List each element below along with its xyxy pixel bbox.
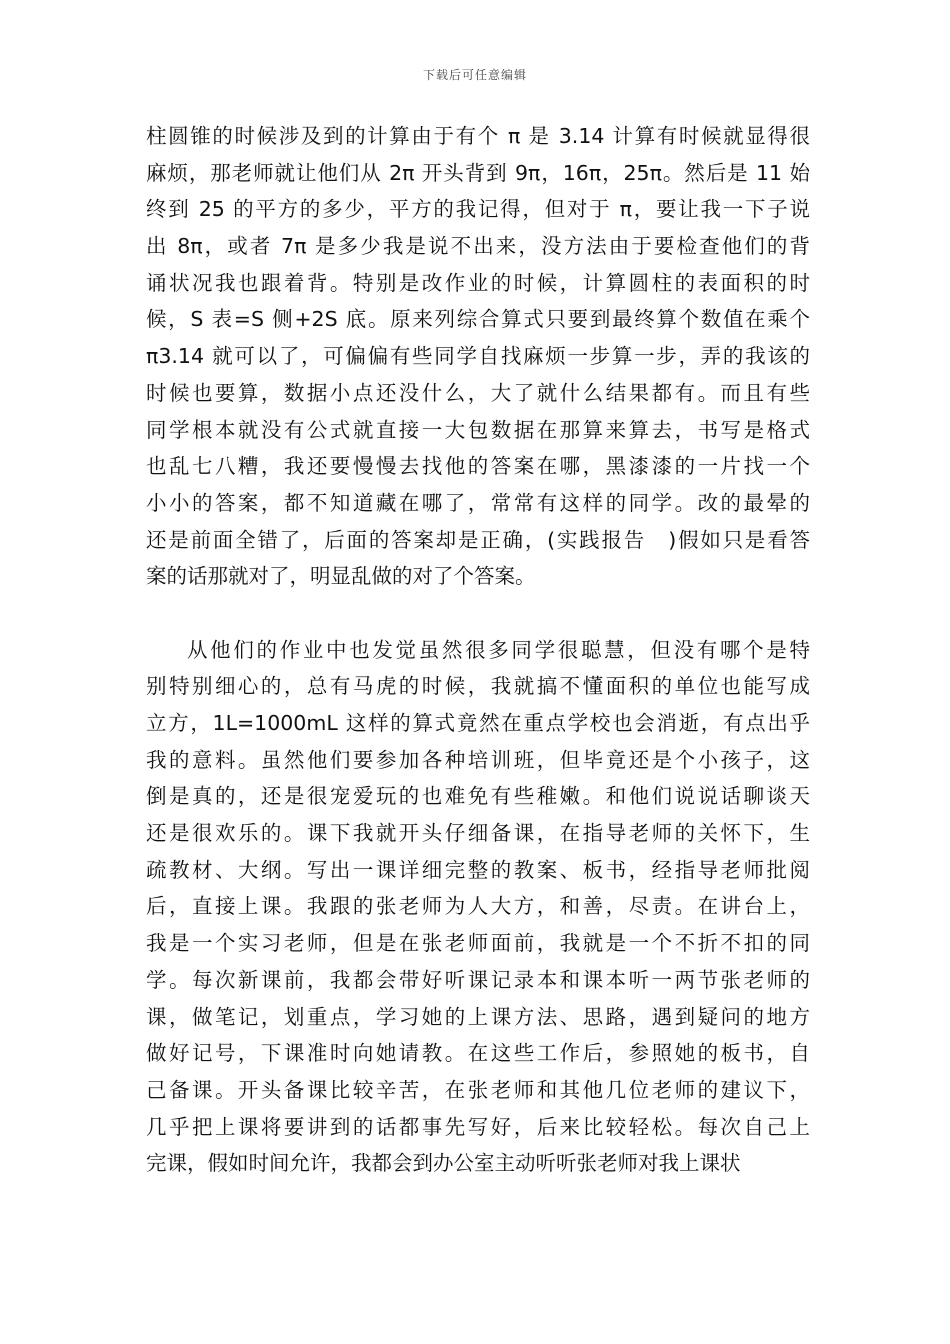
paragraph-line: 案的话那就对了，明显乱做的对了个答案。	[146, 564, 536, 589]
paragraph-line: 做好记号，下课准时向她请教。在这些工作后，参照她的板书，自	[146, 1041, 810, 1066]
paragraph-line: 课，做笔记，划重点，学习她的上课方法、思路，遇到疑问的地方	[146, 1004, 810, 1029]
page-header: 下载后可任意编辑	[422, 68, 527, 82]
paragraph-line: 立方，1L=1000mL 这样的算式竟然在重点学校也会消逝，有点出乎	[146, 711, 810, 735]
paragraph-line: 也乱七八糟，我还要慢慢去找他的答案在哪，黑漆漆的一片找一个	[146, 454, 810, 479]
paragraph-line: 麻烦，那老师就让他们从 2π 开头背到 9π，16π，25π。然后是 11 始	[146, 160, 810, 185]
paragraph-line: 时候也要算，数据小点还没什么，大了就什么结果都有。而且有些	[146, 380, 810, 405]
paragraph-line: 完课，假如时间允许，我都会到办公室主动听听张老师对我上课状	[146, 1151, 741, 1176]
paragraph-line: 我的意料。虽然他们要参加各种培训班，但毕竟还是个小孩子，这	[146, 747, 810, 772]
paragraph-line: 倒是真的，还是很宠爱玩的也难免有些稚嫩。和他们说说话聊谈天	[146, 784, 810, 809]
paragraph-line: 从他们的作业中也发觉虽然很多同学很聪慧，但没有哪个是特	[187, 637, 810, 662]
paragraph-line: 诵状况我也跟着背。特别是改作业的时候，计算圆柱的表面积的时	[146, 270, 810, 295]
paragraph-line: 出 8π，或者 7π 是多少我是说不出来，没方法由于要检查他们的背	[146, 234, 810, 259]
paragraph-line: π3.14 就可以了，可偏偏有些同学自找麻烦一步算一步，弄的我该的	[146, 344, 810, 369]
paragraph-gap	[146, 595, 810, 632]
paragraph-line: 小小的答案，都不知道藏在哪了，常常有这样的同学。改的最晕的	[146, 490, 810, 515]
paragraph-line: 我是一个实习老师，但是在张老师面前，我就是一个不折不扣的同	[146, 931, 810, 956]
paragraph	[146, 632, 810, 1182]
paragraph-line: 还是很欢乐的。课下我就开头仔细备课，在指导老师的关怀下，生	[146, 821, 810, 846]
paragraph-line: 柱圆锥的时候涉及到的计算由于有个 π 是 3.14 计算有时候就显得很	[146, 124, 810, 148]
paragraph-line: 己备课。开头备课比较辛苦，在张老师和其他几位老师的建议下，	[146, 1077, 810, 1102]
paragraph-line: 终到 25 的平方的多少，平方的我记得，但对于 π，要让我一下子说	[146, 197, 810, 222]
paragraph-line: 疏教材、大纲。写出一课详细完整的教案、板书，经指导老师批阅	[146, 857, 810, 882]
paragraph-line: 学。每次新课前，我都会带好听课记录本和课本听一两节张老师的	[146, 967, 810, 992]
paragraph-line: 同学根本就没有公式就直接一大包数据在那算来算去，书写是格式	[146, 417, 810, 442]
paragraph	[146, 118, 810, 595]
paragraph-line: 候，S 表=S 侧+2S 底。原来列综合算式只要到最终算个数值在乘个	[146, 307, 810, 332]
paragraph-line: 几乎把上课将要讲到的话都事先写好，后来比较轻松。每次自己上	[146, 1114, 810, 1139]
paragraph-line: 别特别细心的，总有马虎的时候，我就搞不懂面积的单位也能写成	[146, 674, 810, 699]
paragraph-line: 后，直接上课。我跟的张老师为人大方，和善，尽责。在讲台上，	[146, 894, 810, 919]
document-body	[146, 118, 810, 1182]
paragraph-line: 还是前面全错了，后面的答案却是正确，(实践报告 )假如只是看答	[146, 527, 810, 552]
